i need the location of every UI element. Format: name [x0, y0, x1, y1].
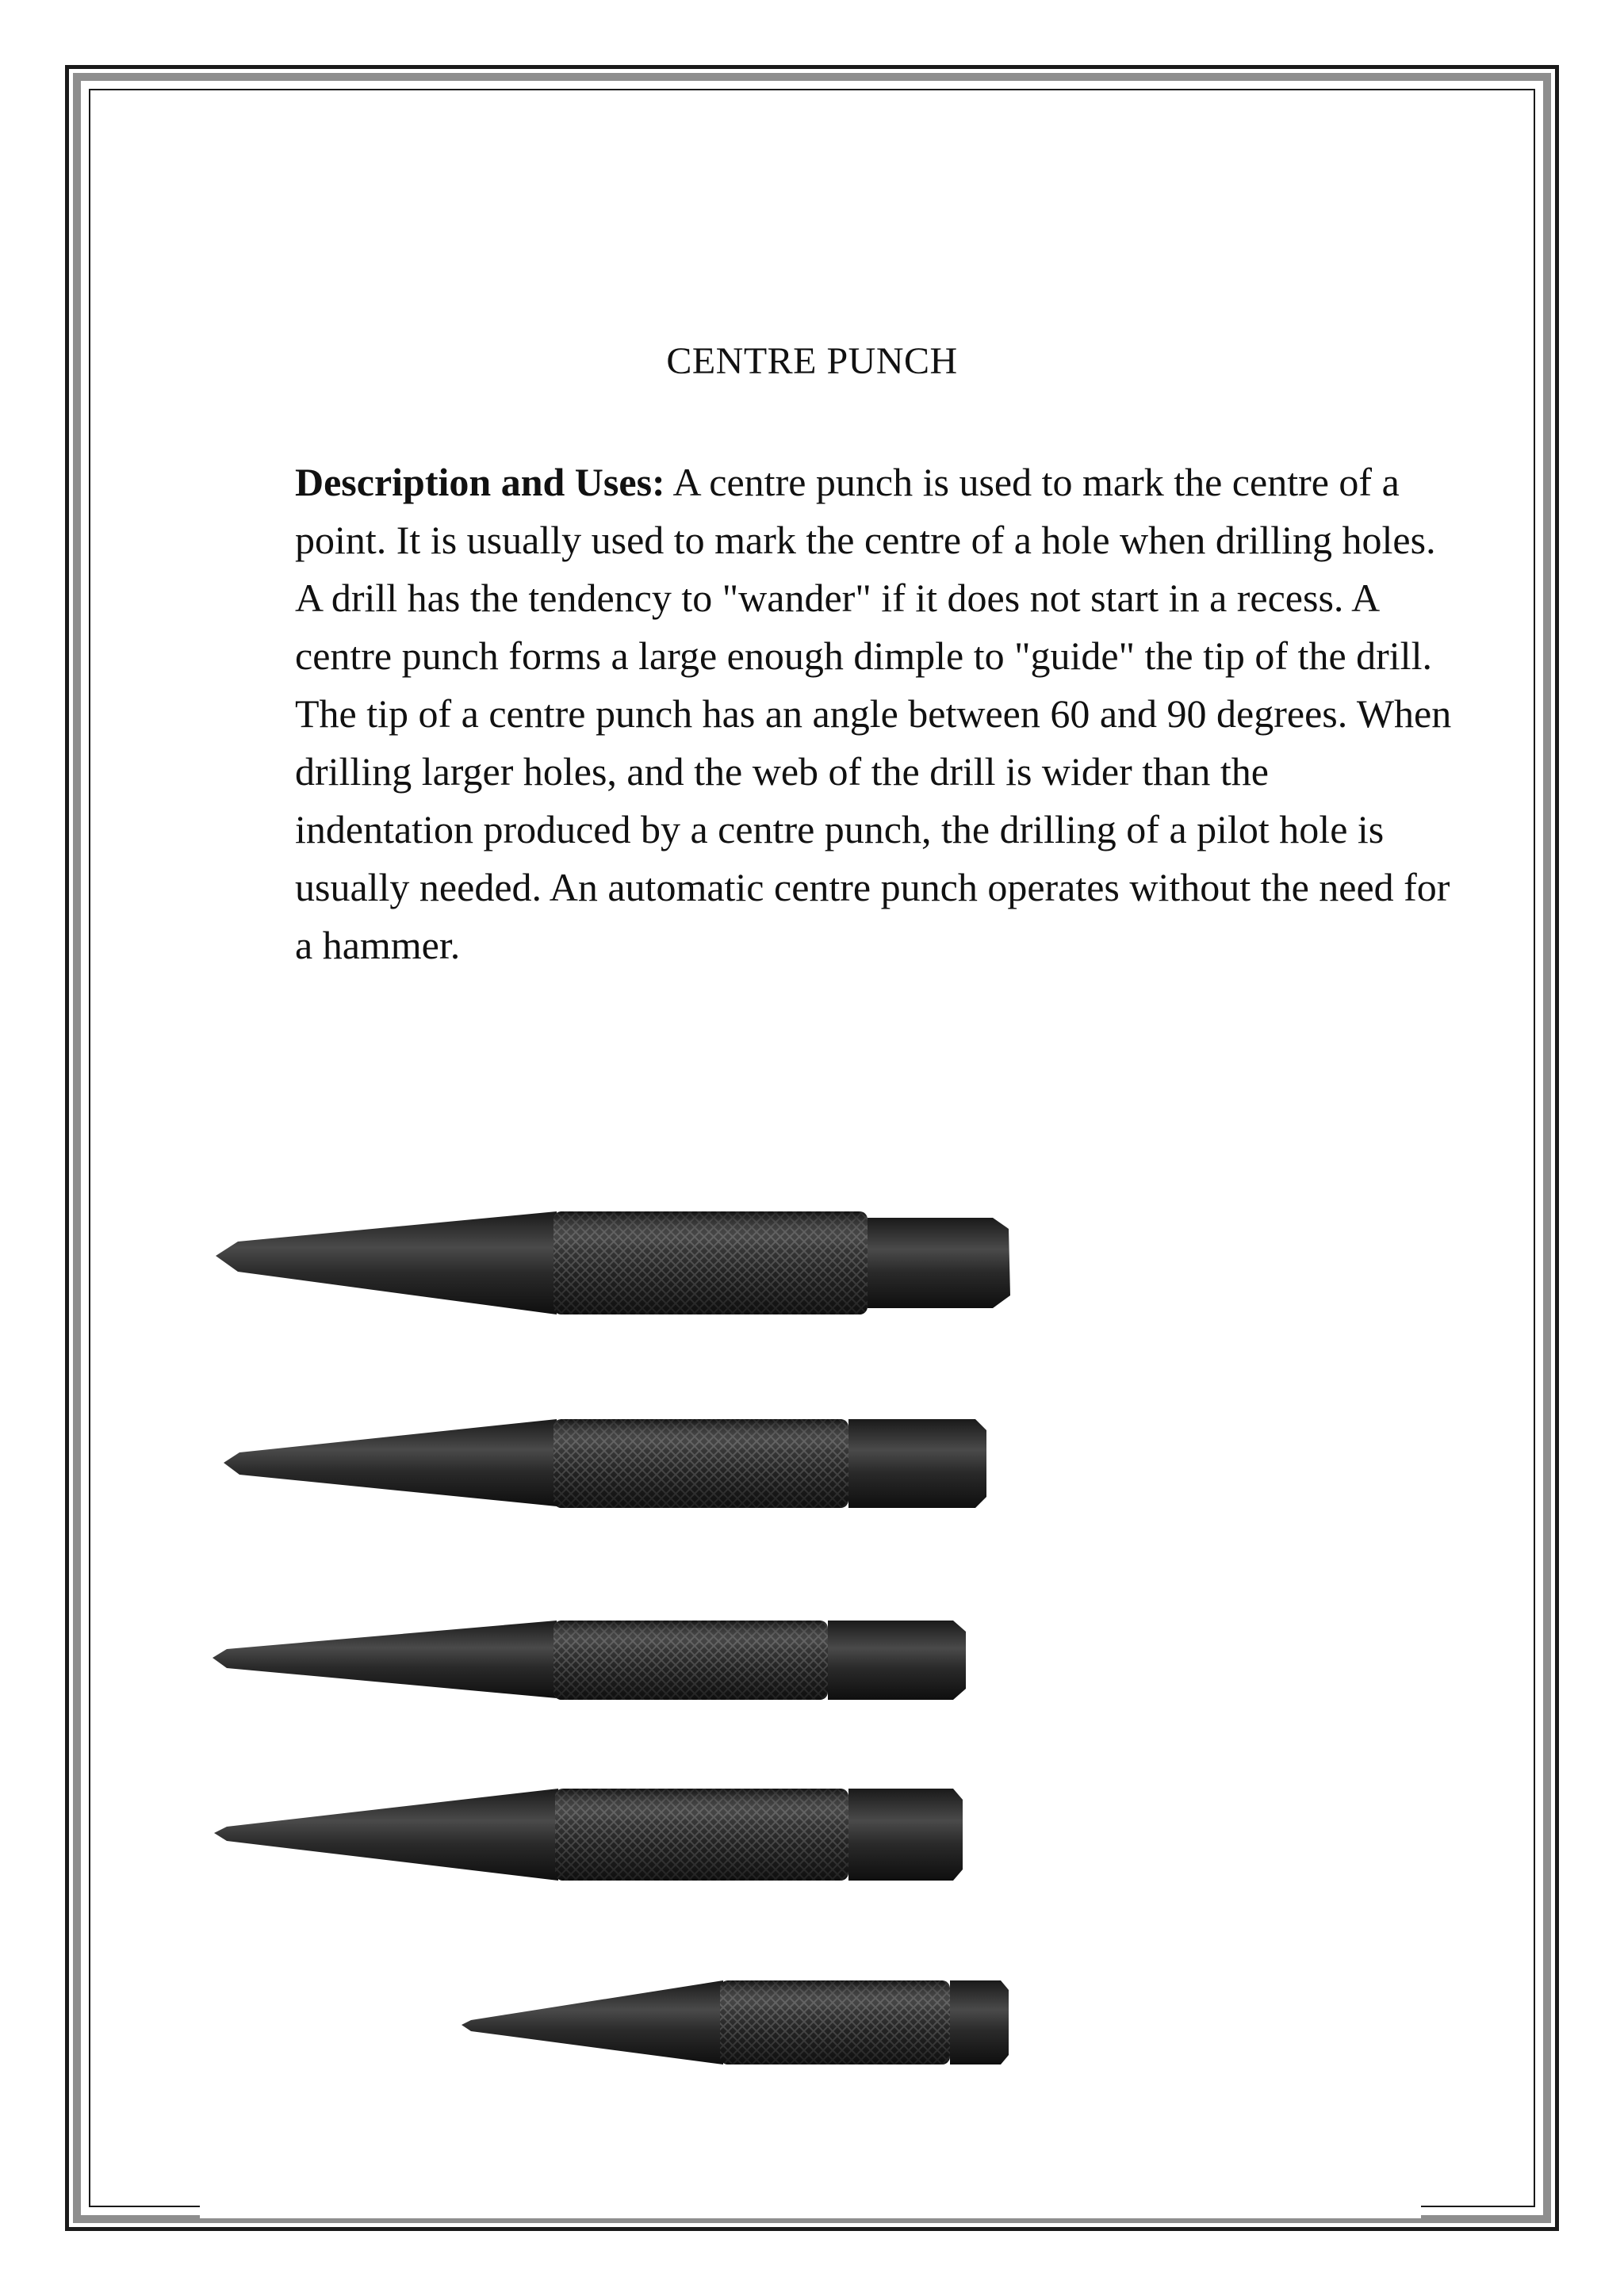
- centre-punch-5: [462, 1980, 1009, 2064]
- page-title: CENTRE PUNCH: [666, 340, 958, 382]
- centre-punch-1: [216, 1211, 1010, 1314]
- centre-punch-set-image: [200, 1180, 1421, 2218]
- description-text: A centre punch is used to mark the centre of a point. It is usually used to mark the centre of a hole when drilling holes. A drill has the tendency to "wander" if it does not start in a recess. A centre punch forms a large enough dimple to "guide" the tip of the drill. The tip of a centre punch has an angle between 60 and 90 degrees. When drilling larger holes, and the web of the drill is wider than the indentation produced by a centre punch, the drilling of a pilot hole is usually needed. An automatic centre punch operates without the need for a hammer.: [295, 460, 1452, 967]
- description-paragraph: [295, 453, 1453, 974]
- description-lead-label: Description and Uses:: [295, 460, 665, 504]
- centre-punch-2: [224, 1419, 986, 1508]
- centre-punch-3: [213, 1621, 966, 1700]
- centre-punch-4: [214, 1789, 963, 1881]
